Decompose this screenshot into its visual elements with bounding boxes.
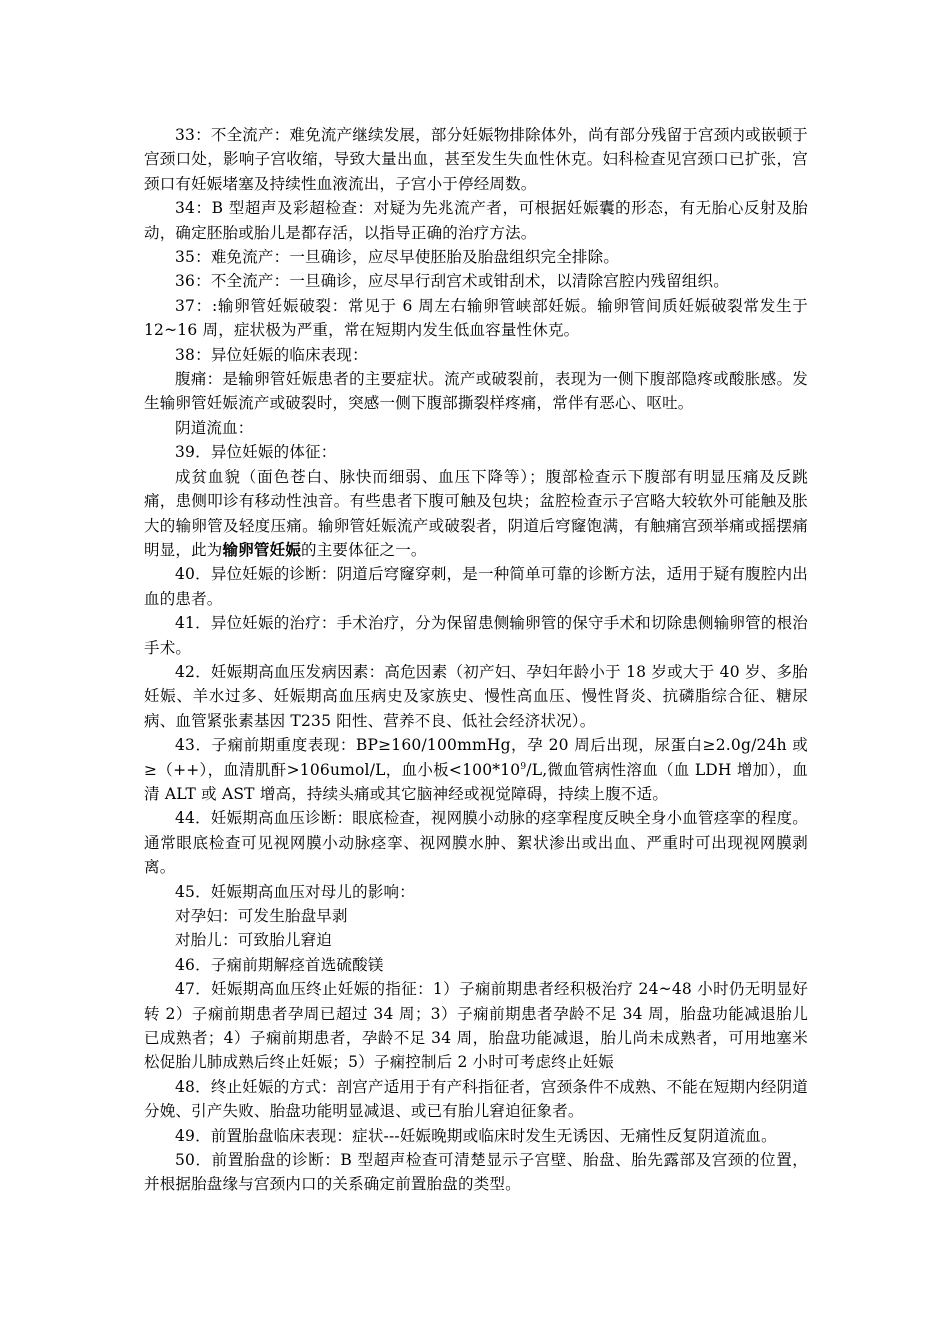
p43-superscript: 9	[520, 761, 527, 772]
p43-text-after: /L,微血管病性溶血（血 LDH 增加），血清 ALT 或 AST 增高，持续头痛或其它脑神经或视觉障碍，持续上腹不适。	[144, 760, 809, 803]
paragraph-42: 42．妊娠期高血压发病因素：高危因素（初产妇、孕妇年龄小于 18 岁或大于 40 岁、多胎妊娠、羊水过多、妊娠期高血压病史及家族史、慢性高血压、慢性肾炎、抗磷脂综合征、糖尿病、血管紧张素基因 T235 阳性、营养不良、低社会经济状况）。	[144, 662, 808, 730]
paragraph-34: 34：B 型超声及彩超检查：对疑为先兆流产者，可根据妊娠囊的形态，有无胎心反射及胎动，确定胚胎或胎儿是都存活，以指导正确的治疗方法。	[144, 199, 808, 242]
p39-text-before: 成贫血貌（面色苍白、脉快而细弱、血压下降等）；腹部检查示下腹部有明显压痛及反跳痛，患侧叩诊有移动性浊音。有些患者下腹可触及包块；盆腔检查示子宫略大较软外可能触及胀大的输卵管及轻度压痛。输卵管妊娠流产或破裂者，阴道后穹窿饱满，有触痛宫颈举痛或摇摆痛明显，此为	[144, 467, 808, 559]
paragraph-39-detail	[144, 465, 808, 563]
document-page	[144, 123, 808, 1197]
paragraph-46: 46．子痫前期解痉首选硫酸镁	[175, 955, 384, 974]
paragraph-43	[144, 733, 808, 806]
paragraph-abdominal-pain: 腹痛：是输卵管妊娠患者的主要症状。流产或破裂前，表现为一侧下腹部隐疼或酸胀感。发生输卵管妊娠流产或破裂时，突感一侧下腹部撕裂样疼痛，常伴有恶心、呕吐。	[144, 370, 808, 413]
paragraph-vaginal-bleeding: 阴道流血：	[175, 418, 254, 437]
paragraph-39: 39．异位妊娠的体征：	[175, 443, 337, 462]
p39-text-after: 的主要体征之一。	[301, 540, 427, 559]
paragraph-41: 41．异位妊娠的治疗：手术治疗，分为保留患侧输卵管的保守手术和切除患侧输卵管的根治手术。	[144, 614, 808, 657]
paragraph-50: 50．前置胎盘的诊断：B 型超声检查可清楚显示子宫壁、胎盘、胎先露部及宫颈的位置，并根据胎盘缘与宫颈内口的关系确定前置胎盘的类型。	[144, 1151, 808, 1194]
paragraph-35: 35：难免流产：一旦确诊，应尽早使胚胎及胎盘组织完全排除。	[175, 248, 620, 267]
p39-bold-term: 输卵管妊娠	[222, 539, 302, 559]
paragraph-33: 33：不全流产：难免流产继续发展，部分妊娠物排除体外，尚有部分残留于宫颈内或嵌顿于宫颈口处，影响子宫收缩，导致大量出血，甚至发生失血性休克。妇科检查见宫颈口已扩张，宫颈口有妊娠堵塞及持续性血液流出，子宫小于停经周数。	[144, 126, 808, 193]
paragraph-45-mother: 对孕妇：可发生胎盘早剥	[175, 907, 348, 925]
paragraph-40: 40．异位妊娠的诊断：阴道后穹窿穿刺，是一种简单可靠的诊断方法，适用于疑有腹腔内出血的患者。	[144, 565, 808, 608]
paragraph-44: 44．妊娠期高血压诊断：眼底检查，视网膜小动脉的痉挛程度反映全身小血管痉挛的程度。通常眼底检查可见视网膜小动脉痉挛、视网膜水肿、絮状渗出或出血、严重时可出现视网膜剥离。	[144, 809, 808, 877]
paragraph-45-fetus: 对胎儿：可致胎儿窘迫	[175, 931, 333, 950]
paragraph-47: 47．妊娠期高血压终止妊娠的指征：1）子痫前期患者经积极治疗 24~48 小时仍无明显好转 2）子痫前期患者孕周已超过 34 周；3）子痫前期患者孕龄不足 34 周，胎盘功能减退胎儿已成熟者；4）子痫前期患者，孕龄不足 34 周，胎盘功能减退，胎儿尚未成熟者，可用地塞米松促胎儿肺成熟后终止妊娠；5）子痫控制后 2 小时可考虑终止妊娠	[144, 980, 808, 1072]
paragraph-37: 37：:输卵管妊娠破裂：常见于 6 周左右输卵管峡部妊娠。输卵管间质妊娠破裂常发生于 12~16 周，症状极为严重，常在短期内发生低血容量性休克。	[144, 296, 808, 340]
paragraph-36: 36：不全流产：一旦确诊，应尽早行刮宫术或钳刮术，以清除宫腔内残留组织。	[175, 272, 729, 291]
paragraph-49: 49．前置胎盘临床表现：症状---妊娠晚期或临床时发生无诱因、无痛性反复阴道流血。	[175, 1126, 777, 1145]
paragraph-48: 48．终止妊娠的方式：剖宫产适用于有产科指征者，宫颈条件不成熟、不能在短期内经阴道分娩、引产失败、胎盘功能明显减退、或已有胎儿窘迫征象者。	[144, 1077, 808, 1121]
p43-text-before: 43．子痫前期重度表现：BP≥160/100mmHg，孕 20 周后出现，尿蛋白≥2.0g/24h 或≥（++），血清肌酐>106umol/L，血小板<100*10	[144, 736, 808, 779]
paragraph-38: 38：异位妊娠的临床表现：	[175, 345, 368, 364]
paragraph-45: 45．妊娠期高血压对母儿的影响：	[175, 882, 415, 901]
